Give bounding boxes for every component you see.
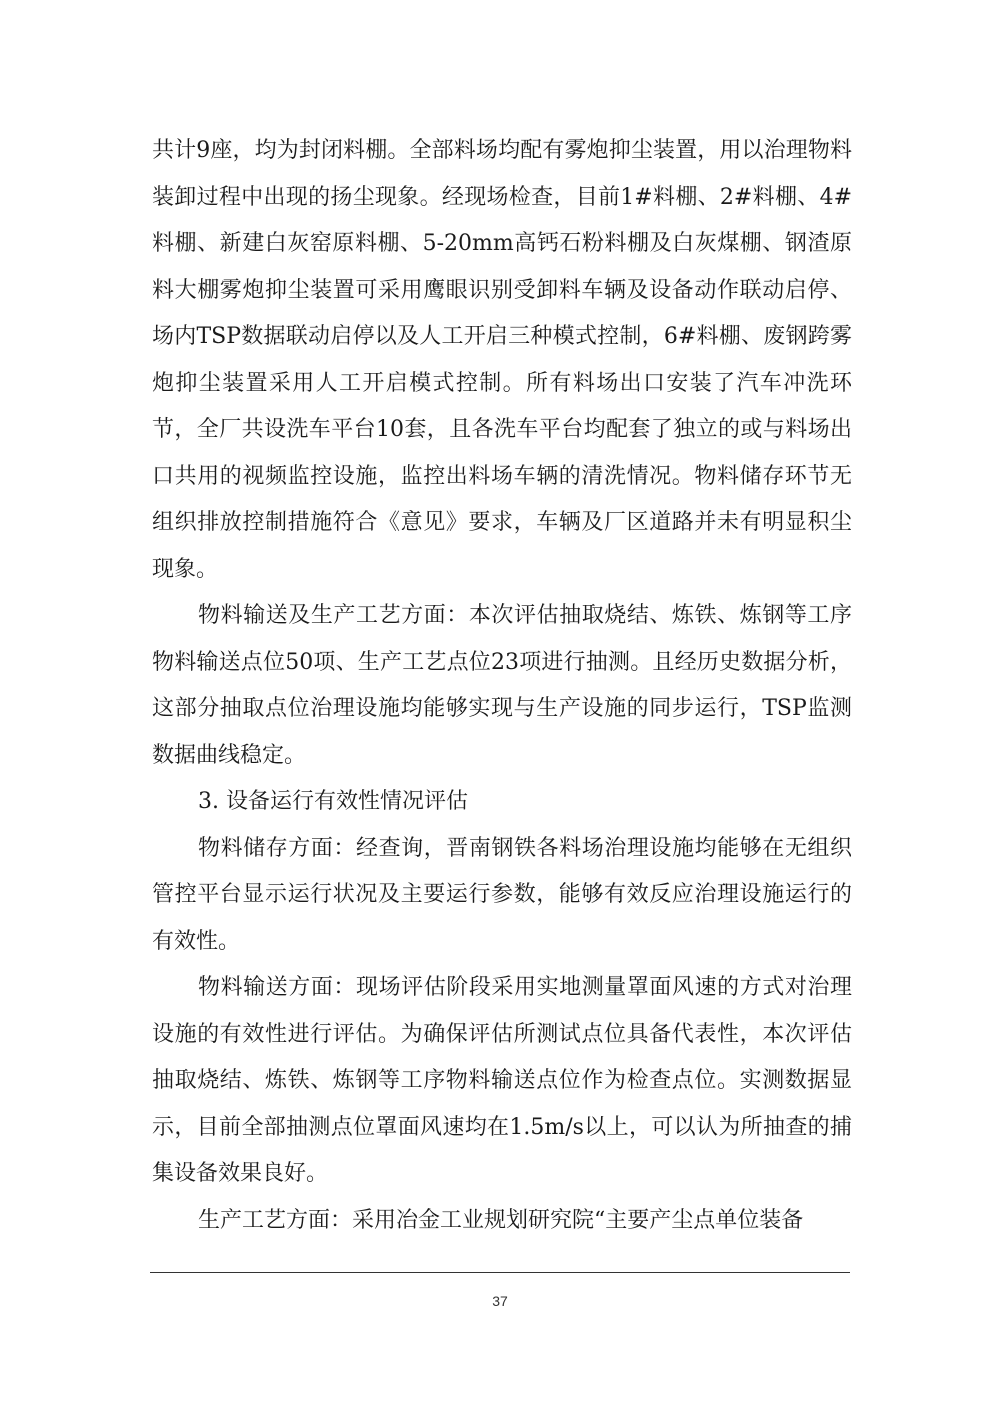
footer-divider [150, 1272, 850, 1273]
paragraph-process-effectiveness: 生产工艺方面：采用冶金工业规划研究院“主要产尘点单位装备 [198, 1207, 804, 1233]
page-number: 37 [492, 1293, 508, 1309]
paragraph-storage-effectiveness: 物料储存方面：经查询，晋南钢铁各料场治理设施均能够在无组织管控平台显示运行状况及主要运行参数，能够有效反应治理设施运行的有效性。 [152, 835, 852, 954]
paragraph-transport-effectiveness: 物料输送方面：现场评估阶段采用实地测量罩面风速的方式对治理设施的有效性进行评估。为确保评估所测试点位具备代表性，本次评估抽取烧结、炼铁、炼钢等工序物料输送点位作为检查点位。实测数据显示，目前全部抽测点位罩面风速均在1.5m/s以上，可以认为所抽查的捕集设备效果良好。 [152, 975, 852, 1186]
paragraph-storage-continued: 共计9座，均为封闭料棚。全部料场均配有雾炮抑尘装置，用以治理物料装卸过程中出现的扬尘现象。经现场检查，目前1#料棚、2#料棚、4#料棚、新建白灰窑原料棚、5-20mm高钙石粉料棚及白灰煤棚、钢渣原料大棚雾炮抑尘装置可采用鹰眼识别受卸料车辆及设备动作联动启停、场内TSP数据联动启停以及人工开启三种模式控制，6#料棚、废钢跨雾炮抑尘装置采用人工开启模式控制。所有料场出口安装了汽车冲洗环节，全厂共设洗车平台10套，且各洗车平台均配套了独立的或与料场出口共用的视频监控设施，监控出料场车辆的清洗情况。物料储存环节无组织排放控制措施符合《意见》要求，车辆及厂区道路并未有明显积尘现象。 [152, 138, 852, 582]
paragraph-transport-process: 物料输送及生产工艺方面：本次评估抽取烧结、炼铁、炼钢等工序物料输送点位50项、生产工艺点位23项进行抽测。且经历史数据分析，这部分抽取点位治理设施均能够实现与生产设施的同步运行，TSP监测数据曲线稳定。 [152, 603, 852, 768]
body-text [152, 128, 852, 1244]
section-heading-effectiveness: 3. 设备运行有效性情况评估 [198, 789, 468, 814]
